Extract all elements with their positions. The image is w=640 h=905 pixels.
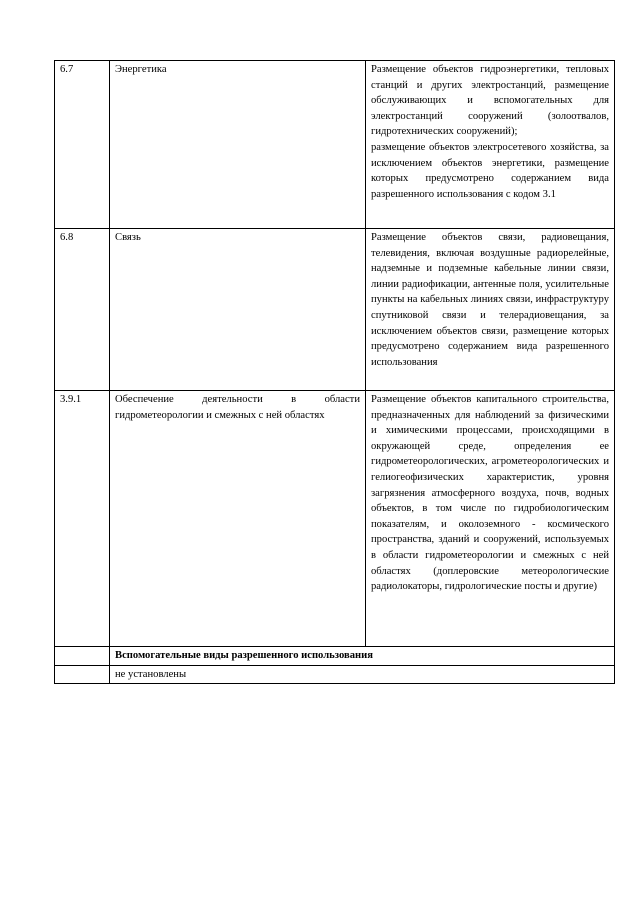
row-description-cell — [366, 229, 615, 391]
row-name-cell: Энергетика — [110, 61, 366, 229]
row-description-cell — [366, 61, 615, 229]
document-page — [54, 60, 615, 684]
empty-cell — [55, 647, 110, 666]
description-paragraph: размещение объектов электросетевого хозяйства, за исключением объектов энергетики, размещение которых предусмотрено содержанием вида разрешенного использования с кодом 3.1 — [371, 141, 609, 200]
land-use-table — [54, 60, 615, 684]
row-description-cell — [366, 391, 615, 647]
auxiliary-value-row — [55, 665, 615, 684]
empty-cell — [55, 665, 110, 684]
row-code-cell: 6.7 — [55, 61, 110, 229]
auxiliary-heading: Вспомогательные виды разрешенного использования — [110, 647, 615, 666]
table-row — [55, 61, 615, 229]
table-row — [55, 229, 615, 391]
table-row — [55, 391, 615, 647]
auxiliary-value: не установлены — [110, 665, 615, 684]
description-paragraph: Размещение объектов связи, радиовещания, телевидения, включая воздушные радиорелейные, надземные и подземные кабельные линии связи, линии радиофикации, антенные поля, усилительные пункты на кабельных линиях связи, инфраструктуру спутниковой связи и телерадиовещания, за исключением объектов связи, размещение которых предусмотрено содержанием вида разрешенного использования — [371, 232, 609, 368]
description-paragraph: Размещение объектов капитального строительства, предназначенных для наблюдений за физическими и химическими процессами, происходящими в окружающей среде, определения ее гидрометеорологических, агрометеорологических и гелиогеофизических характеристик, уровня загрязнения атмосферного воздуха, почв, водных объектов, в том числе по гидробиологическим показателям, и околоземного - космического пространства, зданий и сооружений, используемых в области гидрометеорологии и смежных с ней областях (доплеровские метеорологические радиолокаторы, гидрологические посты и другие) — [371, 394, 609, 593]
row-name-cell: Обеспечение деятельности в области гидрометеорологии и смежных с ней областях — [110, 391, 366, 647]
row-name-cell: Связь — [110, 229, 366, 391]
row-code-cell: 6.8 — [55, 229, 110, 391]
description-paragraph: Размещение объектов гидроэнергетики, тепловых станций и других электростанций, размещение обслуживающих и вспомогательных для электростанций сооружений (золоотвалов, гидротехнических сооружений); — [371, 64, 609, 138]
auxiliary-heading-row — [55, 647, 615, 666]
row-code-cell: 3.9.1 — [55, 391, 110, 647]
